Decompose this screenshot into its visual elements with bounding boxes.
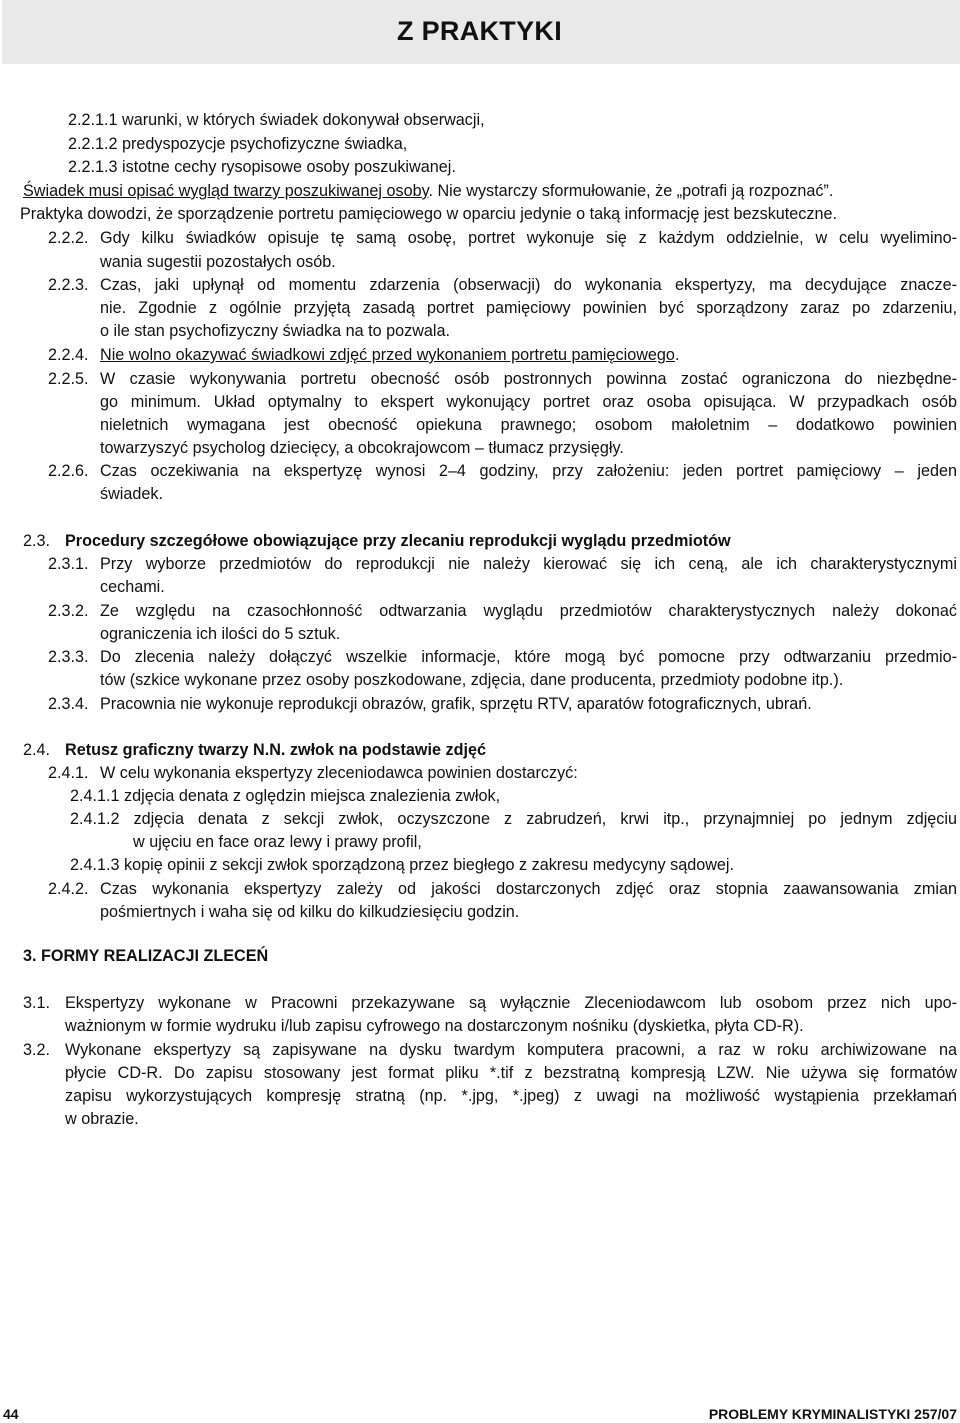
paragraph-line: Czas, jaki upłynął od momentu zdarzenia (obserwacji) do wykonania ekspertyzy, ma decydujące znacze- [100, 276, 957, 294]
paragraph-line: cechami. [100, 578, 165, 596]
paragraph-line: Ekspertyzy wykonane w Pracowni przekazywane są wyłącznie Zleceniodawcom lub osobom przez nich upo- [65, 994, 957, 1012]
item-number: 2.3.1. [48, 555, 89, 573]
item-number: 2.2.4. [48, 346, 89, 364]
paragraph-line: tów (szkice wykonane przez osoby poszkodowane, zdjęcia, dane producenta, przedmioty podobne itp.). [100, 671, 844, 689]
journal-name: PROBLEMY KRYMINALISTYKI 257/07 [708, 1406, 957, 1422]
paragraph-line: Przy wyborze przedmiotów do reprodukcji nie należy kierować się ich ceną, ale ich charakterystycznymi [100, 555, 957, 573]
paragraph-line: W czasie wykonywania portretu obecność osób postronnych powinna zostać ograniczona do niezbędne- [100, 370, 957, 388]
underlined-text: Nie wolno okazywać świadkowi zdjęć przed wykonaniem portretu pamięciowego [100, 346, 675, 364]
item-number: 2.2.3. [48, 276, 89, 294]
paragraph-line: Do zlecenia należy dołączyć wszelkie informacje, które mogą być pomocne przy odtwarzaniu przedmio- [100, 648, 957, 666]
item-number: 3.2. [23, 1041, 51, 1059]
item-number: 2.2.6. [48, 462, 89, 480]
header-bar [2, 0, 960, 64]
paragraph-line: Czas wykonania ekspertyzy zależy od jakości dostarczonych zdjęć oraz stopnia zaawansowania zmian [100, 880, 957, 898]
item-number: 2.3.4. [48, 695, 89, 713]
list-item: 2.2.1.1 warunki, w których świadek dokonywał obserwacji, [68, 111, 485, 129]
paragraph-line: Gdy kilku świadków opisuje tę samą osobę, portret wykonuje się z każdym oddzielnie, w celu wyelimino- [100, 229, 957, 247]
list-item: 2.4.1.3 kopię opinii z sekcji zwłok sporządzoną przez biegłego z zakresu medycyny sądowej. [70, 856, 735, 874]
item-number: 2.2.2. [48, 229, 89, 247]
item-number: 2.3.2. [48, 602, 89, 620]
paragraph-line: o ile stan psychofizyczny świadka na to pozwala. [100, 322, 451, 340]
item-number: 3.1. [23, 994, 51, 1012]
section-number: 2.3. [23, 532, 51, 550]
page-number: 44 [3, 1406, 19, 1422]
paragraph-line: Czas oczekiwania na ekspertyzę wynosi 2–4 godziny, przy założeniu: jeden portret pamięciowy – jeden [100, 462, 957, 480]
text: . Nie wystarczy sformułowanie, że „potrafi ją rozpoznać”. [428, 182, 834, 200]
section-heading: Procedury szczegółowe obowiązujące przy zlecaniu reprodukcji wyglądu przedmiotów [65, 532, 731, 550]
item-number: 2.4.2. [48, 880, 89, 898]
paragraph-line: go minimum. Układ optymalny to ekspert wykonujący portret oraz osoba opisująca. W przypadkach osób [100, 393, 957, 411]
paragraph-line: zapisu wykorzystujących kompresję stratną (np. *.jpg, *.jpeg) z uwagi na możliwość wystąpienia przekłamań [65, 1087, 957, 1105]
list-item: 2.4.1.2 zdjęcia denata z sekcji zwłok, oczyszczone z zabrudzeń, krwi itp., przynajmniej po jednym zdjęciu [70, 810, 957, 828]
paragraph-line: świadek. [100, 485, 163, 503]
paragraph-line: ograniczenia ich ilości do 5 sztuk. [100, 625, 341, 643]
underlined-text: Świadek musi opisać wygląd twarzy poszukiwanej osoby [23, 182, 429, 200]
paragraph-line: nie. Zgodnie z ogólnie przyjętą zasadą portret pamięciowy powinien być sporządzony zaraz po zdarzeniu, [100, 299, 957, 317]
section-heading: Retusz graficzny twarzy N.N. zwłok na podstawie zdjęć [65, 741, 486, 759]
paragraph-line: Praktyka dowodzi, że sporządzenie portretu pamięciowego w oparciu jedynie o taką informację jest bezskuteczne. [20, 205, 837, 223]
paragraph-line: płycie CD-R. Do zapisu stosowany jest format pliku *.tif z bezstratną kompresją LZW. Nie używa się formatów [65, 1064, 957, 1082]
item-number: 2.2.5. [48, 370, 89, 388]
paragraph-line: wania sugestii pozostałych osób. [100, 253, 336, 271]
item-number: 2.3.3. [48, 648, 89, 666]
paragraph-line: w obrazie. [65, 1110, 139, 1128]
paragraph-line: Wykonane ekspertyzy są zapisywane na dysku twardym komputera pracowni, a raz w roku archiwizowane na [65, 1041, 957, 1059]
list-item: 2.2.1.3 istotne cechy rysopisowe osoby poszukiwanej. [68, 158, 456, 176]
paragraph-line: Ze względu na czasochłonność odtwarzania wyglądu przedmiotów charakterystycznych należy dokonać [100, 602, 957, 620]
list-item: w ujęciu en face oraz lewy i prawy profil, [133, 833, 422, 851]
paragraph-line: ważnionym w formie wydruku i/lub zapisu cyfrowego na dostarczonym nośniku (dyskietka, płyta CD-R). [65, 1017, 804, 1035]
paragraph-line [100, 345, 679, 365]
section-number: 2.4. [23, 741, 51, 759]
list-item: 2.2.1.2 predyspozycje psychofizyczne świadka, [68, 135, 408, 153]
paragraph-line: W celu wykonania ekspertyzy zleceniodawca powinien dostarczyć: [100, 764, 578, 782]
text: . [674, 346, 680, 364]
paragraph-line: pośmiertnych i waha się od kilku do kilkudziesięciu godzin. [100, 903, 520, 921]
list-item: 2.4.1.1 zdjęcia denata z oględzin miejsca znalezienia zwłok, [70, 787, 501, 805]
paragraph-line: Pracownia nie wykonuje reprodukcji obrazów, grafik, sprzętu RTV, aparatów fotograficznych, ubrań. [100, 695, 812, 713]
page-section-title: Z PRAKTYKI [397, 16, 562, 46]
paragraph-line: towarzyszyć psycholog dziecięcy, a obcokrajowcom – tłumacz przysięgły. [100, 439, 624, 457]
paragraph-line: nieletnich wymagana jest obecność opiekuna prawnego; osobom małoletnim – dodatkowo powinien [100, 416, 957, 434]
item-number: 2.4.1. [48, 764, 89, 782]
chapter-heading: 3. FORMY REALIZACJI ZLECEŃ [23, 947, 269, 965]
paragraph-line [23, 181, 833, 201]
